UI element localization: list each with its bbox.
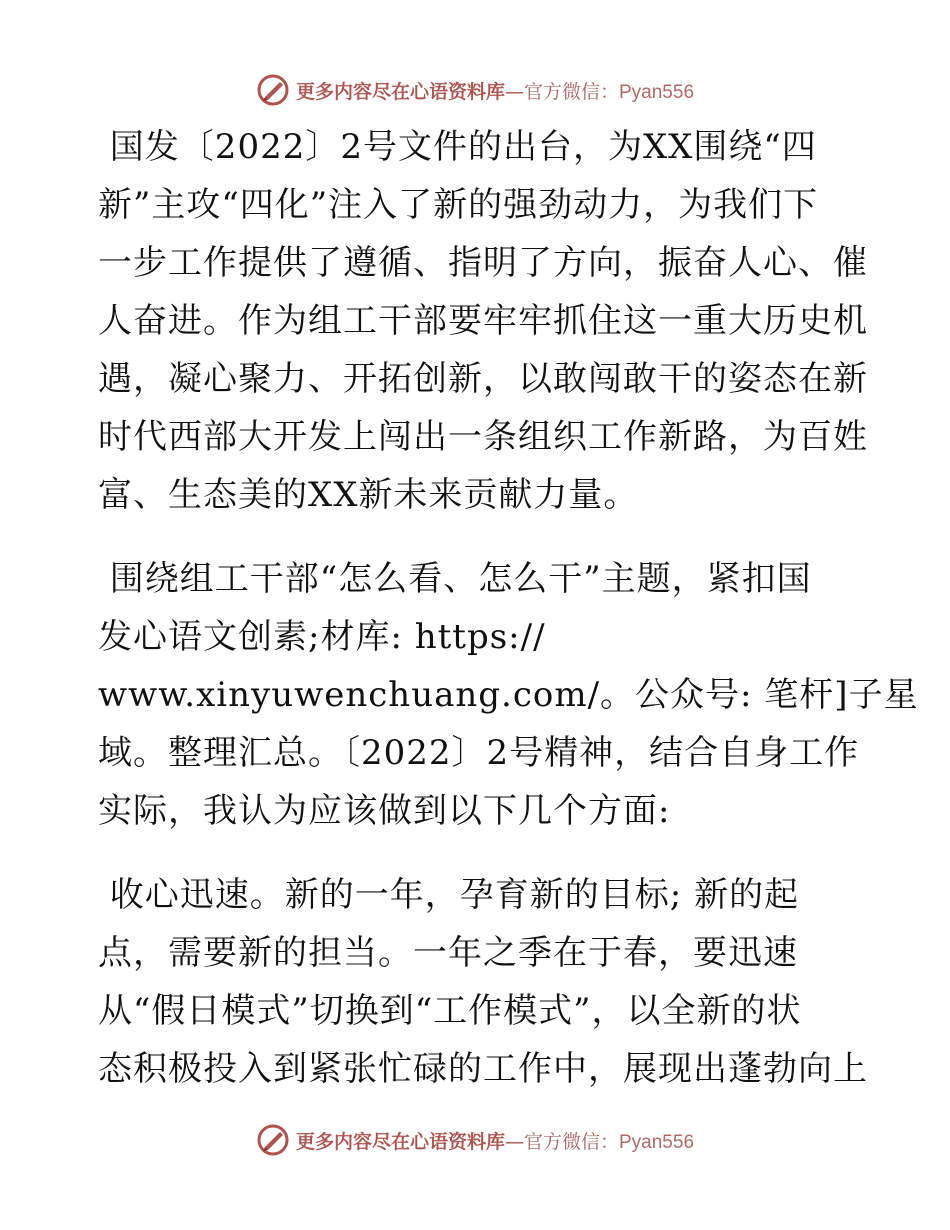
paragraph-3 (98, 866, 868, 1098)
text-line: 国发〔2022〕2号文件的出台，为XX围绕“四 (98, 127, 817, 167)
header-watermark-banner (0, 70, 950, 110)
pen-logo-icon (256, 73, 290, 107)
paragraph-2 (98, 550, 919, 840)
watermark-brand: 更多内容尽在心语资料库 (295, 80, 505, 103)
watermark-text (296, 77, 694, 104)
pen-logo-icon (256, 1123, 290, 1157)
paragraph-1 (98, 118, 868, 524)
text-line: 一步工作提供了遵循、指明了方向，振奋人心、催 (98, 243, 868, 283)
text-line: 域。整理汇总。〔2022〕2号精神，结合自身工作 (98, 733, 860, 773)
text-line: 态积极投入到紧张忙碌的工作中，展现出蓬勃向上 (98, 1049, 868, 1089)
text-line: 时代西部大开发上闯出一条组织工作新路，为百姓 (98, 417, 868, 457)
text-line: 遇，凝心聚力、开拓创新，以敢闯敢干的姿态在新 (98, 359, 868, 399)
footer-watermark-banner (0, 1120, 950, 1160)
text-line: 人奋进。作为组工干部要牢牢抓住这一重大历史机 (98, 301, 868, 341)
text-line: www.xinyuwenchuang.com/。公众号: 笔杆]子星 (98, 675, 919, 715)
watermark-wechat-label: 官方微信： (523, 1130, 619, 1153)
watermark-text (296, 1127, 694, 1154)
watermark-handle: Pyan556 (619, 1131, 695, 1153)
watermark-handle: Pyan556 (619, 81, 695, 103)
watermark-dash: — (504, 80, 524, 103)
text-line: 新”主攻“四化”注入了新的强劲动力，为我们下 (98, 185, 819, 225)
document-body (98, 118, 919, 1098)
watermark-wechat-label: 官方微信： (523, 80, 619, 103)
text-line: 发心语文创素;材库: https:// (98, 617, 546, 657)
text-line: 围绕组工干部“怎么看、怎么干”主题，紧扣国 (98, 559, 812, 599)
watermark-brand: 更多内容尽在心语资料库 (295, 1130, 505, 1153)
text-line: 富、生态美的XX新未来贡献力量。 (98, 475, 639, 515)
text-line: 点，需要新的担当。一年之季在于春，要迅速 (98, 933, 798, 973)
text-line: 从“假日模式”切换到“工作模式”，以全新的状 (98, 991, 802, 1031)
watermark-dash: — (504, 1130, 524, 1153)
text-line: 收心迅速。新的一年，孕育新的目标; 新的起 (98, 875, 800, 915)
text-line: 实际，我认为应该做到以下几个方面: (98, 791, 671, 831)
